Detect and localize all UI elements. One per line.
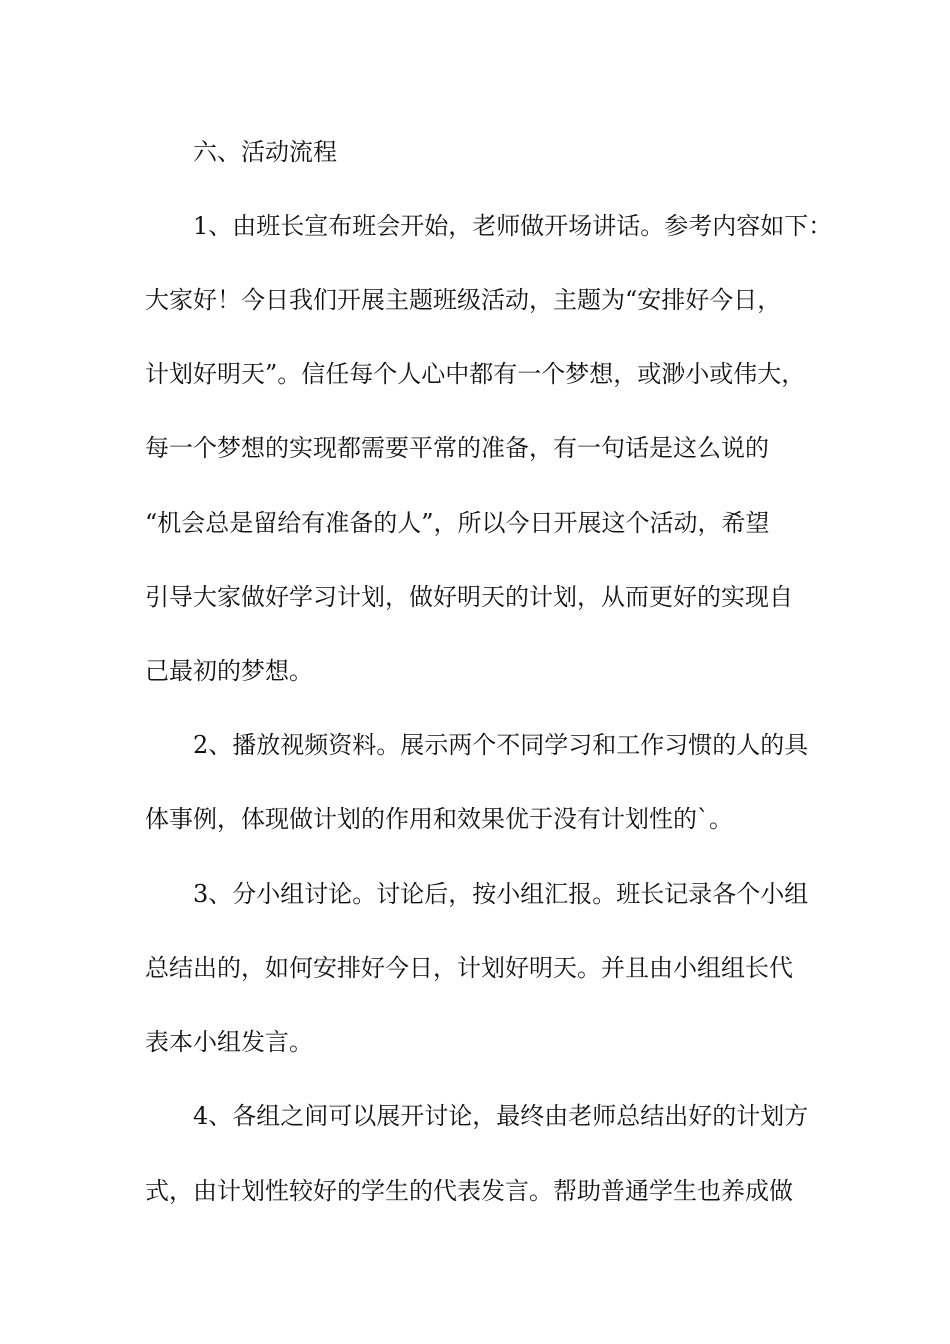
paragraph-3-line-3: 表本小组发言。 — [145, 1028, 313, 1056]
paragraph-2-line-1: 2、播放视频资料。展示两个不同学习和工作习惯的人的具 — [193, 731, 809, 759]
section-heading: 六、活动流程 — [193, 138, 337, 166]
paragraph-3-line-2: 总结出的，如何安排好今日，计划好明天。并且由小组组长代 — [145, 954, 793, 982]
paragraph-1-line-1: 1、由班长宣布班会开始，老师做开场讲话。参考内容如下： — [193, 212, 833, 240]
paragraph-1-line-6: 引导大家做好学习计划，做好明天的计划，从而更好的实现自 — [145, 583, 793, 611]
paragraph-1-line-3: 计划好明天”。信任每个人心中都有一个梦想，或渺小或伟大， — [145, 360, 806, 388]
paragraph-1-line-7: 己最初的梦想。 — [145, 657, 313, 685]
paragraph-1-line-4: 每一个梦想的实现都需要平常的准备，有一句话是这么说的 — [145, 434, 769, 462]
paragraph-4-line-1: 4、各组之间可以展开讨论，最终由老师总结出好的计划方 — [193, 1102, 809, 1130]
paragraph-1-line-5: “机会总是留给有准备的人”，所以今日开展这个活动，希望 — [145, 509, 770, 537]
paragraph-4-line-2: 式，由计划性较好的学生的代表发言。帮助普通学生也养成做 — [145, 1177, 793, 1205]
paragraph-3-line-1: 3、分小组讨论。讨论后，按小组汇报。班长记录各个小组 — [193, 880, 809, 908]
paragraph-2-line-2: 体事例，体现做计划的作用和效果优于没有计划性的`。 — [145, 805, 733, 833]
paragraph-1-line-2: 大家好！今日我们开展主题班级活动，主题为“安排好今日， — [145, 286, 782, 314]
